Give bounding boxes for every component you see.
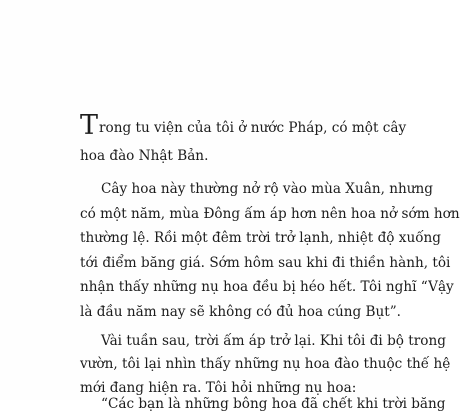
paragraph-1-line-1-text: rong tu viện của tôi ở nước Pháp, có một cây (99, 120, 407, 136)
paragraph-4-line-1: “Các bạn là những bông hoa đã chết khi trời băng (101, 396, 446, 412)
paragraph-1-line-1 (80, 112, 406, 139)
paragraph-2-line-3: thường lệ. Rồi một đêm trời trở lạnh, nhiệt độ xuống (80, 230, 441, 246)
paragraph-3-line-2: vườn, tôi lại nhìn thấy những nụ hoa đào thuộc thế hệ (80, 356, 451, 372)
paragraph-3-line-1: Vài tuần sau, trời ấm áp trở lại. Khi tôi đi bộ trong (101, 333, 446, 349)
paragraph-2-line-1: Cây hoa này thường nở rộ vào mùa Xuân, nhưng (101, 181, 433, 197)
paragraph-2-line-5: nhận thấy những nụ hoa đều bị héo hết. Tôi nghĩ “Vậy (80, 279, 454, 295)
paragraph-3-line-3: mới đang hiện ra. Tôi hỏi những nụ hoa: (80, 380, 357, 396)
paragraph-2-line-4: tới điểm băng giá. Sớm hôm sau khi đi thiền hành, tôi (80, 255, 451, 271)
paragraph-1-line-2: hoa đào Nhật Bản. (80, 148, 209, 164)
paragraph-2-line-2: có một năm, mùa Đông ấm áp hơn nên hoa nở sớm hơn (80, 206, 460, 222)
paragraph-2-line-6: là đầu năm nay sẽ không có đủ hoa cúng Bụt”. (80, 304, 401, 320)
drop-cap: T (80, 110, 99, 141)
